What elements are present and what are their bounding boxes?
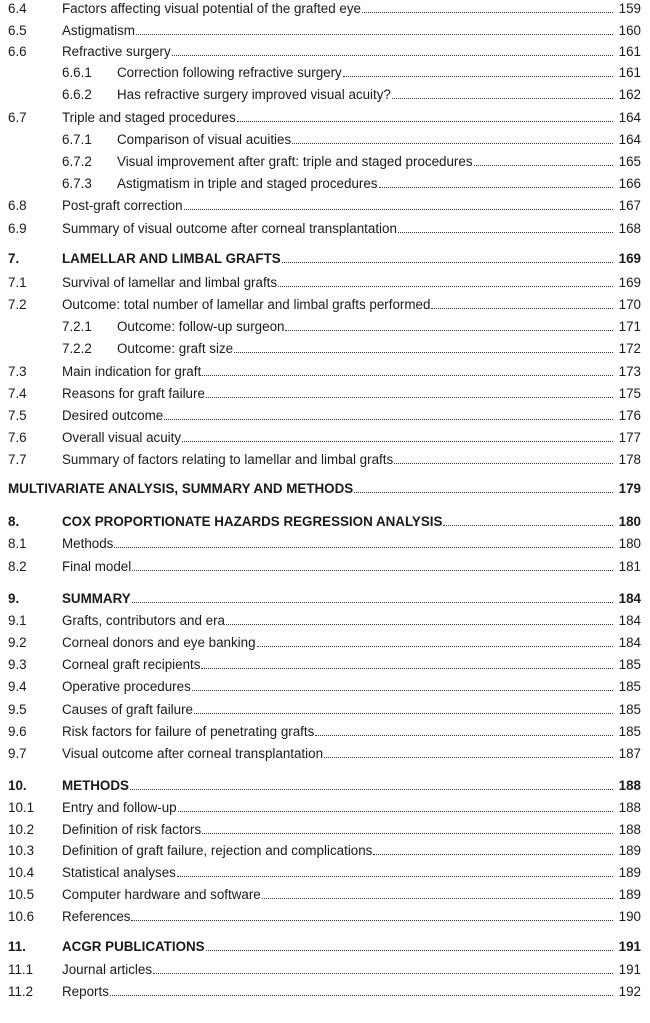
toc-entry-page-number: 180 — [618, 514, 641, 529]
toc-entry-number: 10.5 — [8, 887, 35, 902]
toc-entry-title: LAMELLAR AND LIMBAL GRAFTS — [62, 251, 281, 266]
toc-entry-number: 6.6.2 — [62, 87, 92, 102]
toc-entry-page-number: 181 — [618, 559, 641, 574]
toc-entry-title: Definition of graft failure, rejection and complications — [62, 843, 373, 858]
toc-entry-title-line — [62, 0, 614, 19]
toc-entry — [0, 907, 650, 927]
toc-entry — [0, 406, 650, 426]
toc-entry — [0, 63, 650, 83]
dot-leader — [110, 995, 613, 996]
dot-leader — [315, 735, 613, 736]
toc-entry-title-line — [117, 130, 614, 150]
toc-entry-title: Outcome: graft size — [117, 341, 234, 356]
toc-entry-page-number: 169 — [618, 275, 641, 290]
toc-entry-title-line — [62, 722, 614, 742]
toc-entry-number: 11.1 — [8, 962, 34, 977]
toc-entry — [0, 196, 650, 216]
toc-entry — [0, 677, 650, 697]
toc-entry-title-line — [62, 589, 614, 609]
toc-entry-page-number: 188 — [618, 800, 641, 815]
toc-entry-title: Outcome: total number of lamellar and limbal grafts performed — [62, 297, 431, 312]
toc-entry-title-line — [62, 384, 614, 404]
toc-entry-title: Refractive surgery — [62, 44, 171, 59]
toc-entry-page-number: 164 — [618, 132, 641, 147]
toc-entry-title-line — [62, 295, 614, 315]
toc-entry-page-number: 189 — [618, 865, 641, 880]
toc-entry-title-line — [117, 63, 614, 83]
toc-entry-title: Factors affecting visual potential of the grafted eye — [62, 1, 361, 16]
toc-entry-number: 7.1 — [8, 275, 27, 290]
dot-leader — [172, 55, 613, 56]
toc-entry-title: Reports — [62, 984, 109, 999]
toc-entry-number: 6.4 — [8, 1, 27, 16]
dot-leader — [354, 492, 613, 493]
toc-entry-number: 10.4 — [8, 865, 35, 880]
toc-entry-title: Desired outcome — [62, 408, 164, 423]
dot-leader — [398, 232, 613, 233]
toc-entry — [0, 174, 650, 194]
toc-entry-number: 6.7.2 — [62, 154, 92, 169]
toc-entry — [0, 982, 650, 1002]
toc-entry-page-number: 169 — [618, 251, 641, 266]
toc-entry-number: 8.2 — [8, 559, 27, 574]
dot-leader — [474, 165, 613, 166]
toc-entry-title-line — [62, 700, 614, 720]
dot-leader — [234, 352, 613, 353]
toc-entry-title: Comparison of visual acuities — [117, 132, 292, 147]
toc-entry-title: Astigmatism — [62, 23, 135, 38]
toc-entry-title-line — [62, 611, 614, 631]
toc-entry-title: Visual improvement after graft: triple and staged procedures — [117, 154, 473, 169]
toc-chapter-entry — [0, 589, 650, 609]
dot-leader — [237, 121, 613, 122]
dot-leader — [282, 262, 613, 263]
toc-entry-title-line — [62, 937, 614, 957]
dot-leader — [136, 34, 613, 35]
toc-entry-number: 9. — [8, 591, 20, 606]
toc-entry-page-number: 189 — [618, 887, 641, 902]
toc-entry — [0, 863, 650, 883]
toc-entry-page-number: 171 — [618, 319, 641, 334]
toc-entry-number: 7.2 — [8, 297, 27, 312]
toc-entry-page-number: 173 — [618, 364, 641, 379]
toc-entry-title-line — [62, 982, 614, 1002]
toc-entry-title: Final model — [62, 559, 132, 574]
toc-entry-number: 10.1 — [8, 800, 35, 815]
dot-leader — [443, 525, 613, 526]
toc-entry-title: Corneal donors and eye banking — [62, 635, 256, 650]
dot-leader — [184, 209, 613, 210]
toc-entry-page-number: 191 — [618, 962, 641, 977]
toc-entry-title: Has refractive surgery improved visual acuity? — [117, 87, 391, 102]
toc-entry-title: Astigmatism in triple and staged procedures — [117, 176, 378, 191]
toc-entry-title: Reasons for graft failure — [62, 386, 205, 401]
toc-entry-page-number: 159 — [618, 1, 641, 16]
dot-leader — [431, 308, 613, 309]
dot-leader — [182, 441, 613, 442]
toc-entry-page-number: 175 — [618, 386, 641, 401]
toc-entry — [0, 152, 650, 172]
toc-entry-number: 6.7.1 — [62, 132, 92, 147]
toc-entry-number: 9.6 — [8, 724, 27, 739]
toc-entry-title: Methods — [62, 536, 114, 551]
toc-chapter-entry — [0, 937, 650, 957]
toc-entry — [0, 42, 650, 62]
toc-entry — [0, 85, 650, 105]
toc-entry — [0, 362, 650, 382]
toc-entry — [0, 130, 650, 150]
toc-entry-number: 8.1 — [8, 536, 27, 551]
toc-entry-page-number: 179 — [618, 481, 641, 496]
toc-entry-number: 7.6 — [8, 430, 27, 445]
toc-entry — [0, 534, 650, 554]
toc-entry — [0, 885, 650, 905]
toc-entry-title-line — [62, 820, 614, 840]
toc-entry-title-line — [62, 633, 614, 653]
toc-entry-page-number: 165 — [618, 154, 641, 169]
toc-entry — [0, 317, 650, 337]
toc-entry — [0, 384, 650, 404]
toc-entry-number: 6.8 — [8, 198, 27, 213]
toc-entry-title: METHODS — [62, 778, 129, 793]
toc-entry-title-line — [62, 885, 614, 905]
toc-entry-number: 9.1 — [8, 613, 27, 628]
toc-entry-title-line — [117, 339, 614, 359]
toc-entry-number: 6.6.1 — [62, 65, 92, 80]
toc-entry-title: Post-graft correction — [62, 198, 183, 213]
toc-entry-title-line — [62, 428, 614, 448]
toc-entry-page-number: 164 — [618, 110, 641, 125]
toc-entry-page-number: 180 — [618, 536, 641, 551]
dot-leader — [226, 624, 613, 625]
toc-entry-number: 6.9 — [8, 221, 27, 236]
toc-entry — [0, 339, 650, 359]
toc-entry-title-line — [62, 362, 614, 382]
toc-entry — [0, 960, 650, 980]
toc-entry-title: Correction following refractive surgery — [117, 65, 342, 80]
toc-entry-title: Visual outcome after corneal transplantation — [62, 746, 324, 761]
toc-entry-title: Grafts, contributors and era — [62, 613, 225, 628]
toc-entry-page-number: 185 — [618, 657, 641, 672]
toc-entry-title-line — [62, 557, 614, 577]
dot-leader — [132, 570, 613, 571]
toc-entry-title-line — [62, 406, 614, 426]
toc-entry — [0, 633, 650, 653]
toc-entry-page-number: 190 — [618, 909, 641, 924]
toc-entry-number: 10.2 — [8, 822, 35, 837]
toc-entry — [0, 798, 650, 818]
toc-entry-page-number: 192 — [618, 984, 641, 999]
toc-entry-page-number: 184 — [618, 591, 641, 606]
toc-entry — [0, 841, 650, 861]
toc-entry-number: 6.6 — [8, 44, 27, 59]
toc-entry-page-number: 166 — [618, 176, 641, 191]
toc-entry-title: SUMMARY — [62, 591, 131, 606]
toc-entry-page-number: 172 — [618, 341, 641, 356]
toc-entry-title: ACGR PUBLICATIONS — [62, 939, 205, 954]
toc-entry-number: 10.3 — [8, 843, 35, 858]
toc-entry — [0, 820, 650, 840]
toc-entry-title: Main indication for graft — [62, 364, 202, 379]
toc-entry-title: Definition of risk factors — [62, 822, 202, 837]
toc-entry-title: Journal articles — [62, 962, 153, 977]
toc-entry-number: 9.4 — [8, 679, 27, 694]
toc-entry-title-line — [62, 907, 614, 927]
toc-entry-page-number: 184 — [618, 635, 641, 650]
toc-entry-number: 7. — [8, 251, 20, 266]
dot-leader — [262, 898, 613, 899]
toc-chapter-entry — [0, 249, 650, 269]
dot-leader — [285, 330, 613, 331]
toc-entry — [0, 295, 650, 315]
toc-entry-page-number: 161 — [618, 65, 641, 80]
toc-entry-title: Triple and staged procedures — [62, 110, 236, 125]
toc-entry-number: 10.6 — [8, 909, 35, 924]
toc-entry-title: Survival of lamellar and limbal grafts — [62, 275, 278, 290]
toc-entry — [0, 108, 650, 128]
toc-entry-title-line — [62, 249, 614, 269]
dot-leader — [178, 811, 613, 812]
toc-chapter-entry — [0, 512, 650, 532]
toc-entry-title: Corneal graft recipients — [62, 657, 201, 672]
toc-entry — [0, 450, 650, 470]
toc-entry-number: 9.7 — [8, 746, 27, 761]
dot-leader — [343, 76, 613, 77]
toc-entry-page-number: 178 — [618, 452, 641, 467]
toc-entry-number: 7.5 — [8, 408, 27, 423]
toc-entry-page-number: 161 — [618, 44, 641, 59]
toc-entry-title: References — [62, 909, 131, 924]
dot-leader — [202, 375, 613, 376]
toc-entry-title: Summary of factors relating to lamellar and limbal grafts — [62, 452, 394, 467]
toc-entry-number: 11.2 — [8, 984, 34, 999]
dot-leader — [379, 187, 613, 188]
toc-entry-page-number: 167 — [618, 198, 641, 213]
toc-entry-page-number: 177 — [618, 430, 641, 445]
toc-chapter-entry — [0, 776, 650, 796]
toc-entry-page-number: 170 — [618, 297, 641, 312]
toc-entry-page-number: 176 — [618, 408, 641, 423]
toc-entry-number: 6.7 — [8, 110, 27, 125]
toc-entry-title-line — [8, 479, 614, 499]
toc-entry-title: Overall visual acuity — [62, 430, 182, 445]
dot-leader — [257, 646, 613, 647]
toc-entry-title-line — [62, 219, 614, 239]
toc-entry-page-number: 185 — [618, 724, 641, 739]
toc-entry-title-line — [62, 655, 614, 675]
toc-entry-number: 9.2 — [8, 635, 27, 650]
toc-entry-number: 6.7.3 — [62, 176, 92, 191]
toc-entry-number: 7.2.2 — [62, 341, 92, 356]
dot-leader — [278, 286, 613, 287]
dot-leader — [292, 143, 613, 144]
toc-entry-title: COX PROPORTIONATE HAZARDS REGRESSION ANALYSIS — [62, 514, 443, 529]
toc-entry-page-number: 162 — [618, 87, 641, 102]
toc-entry-title: Outcome: follow-up surgeon — [117, 319, 285, 334]
toc-entry-title-line — [62, 841, 614, 861]
toc-entry-page-number: 185 — [618, 679, 641, 694]
toc-entry — [0, 21, 650, 41]
toc-entry-title-line — [62, 108, 614, 128]
toc-entry-title-line — [117, 174, 614, 194]
toc-entry-title-line — [62, 196, 614, 216]
dot-leader — [206, 950, 613, 951]
toc-entry-page-number: 187 — [618, 746, 641, 761]
toc-entry-number: 8. — [8, 514, 20, 529]
toc-entry-title-line — [62, 744, 614, 764]
toc-entry-title-line — [62, 512, 614, 532]
dot-leader — [194, 713, 613, 714]
toc-entry-number: 7.7 — [8, 452, 27, 467]
toc-entry-title-line — [117, 85, 614, 105]
toc-entry-page-number: 191 — [618, 939, 641, 954]
toc-chapter-entry — [0, 479, 650, 499]
dot-leader — [153, 973, 613, 974]
toc-entry-title-line — [62, 863, 614, 883]
toc-entry-title: Summary of visual outcome after corneal transplantation — [62, 221, 397, 236]
toc-entry-title: Statistical analyses — [62, 865, 176, 880]
toc-entry-title-line — [62, 21, 614, 41]
toc-entry — [0, 428, 650, 448]
toc-entry-number: 9.3 — [8, 657, 27, 672]
toc-entry-title: Risk factors for failure of penetrating grafts — [62, 724, 315, 739]
dot-leader — [392, 98, 613, 99]
toc-entry — [0, 273, 650, 293]
toc-entry-page-number: 185 — [618, 702, 641, 717]
toc-entry-title: Entry and follow-up — [62, 800, 177, 815]
toc-entry — [0, 655, 650, 675]
toc-entry-title-line — [62, 677, 614, 697]
toc-entry-title: Causes of graft failure — [62, 702, 193, 717]
toc-entry-page-number: 188 — [618, 778, 641, 793]
toc-entry-number: 7.4 — [8, 386, 27, 401]
dot-leader — [177, 876, 613, 877]
toc-entry-title: MULTIVARIATE ANALYSIS, SUMMARY AND METHODS — [8, 481, 354, 496]
dot-leader — [131, 920, 613, 921]
toc-entry-title-line — [62, 798, 614, 818]
toc-entry-title-line — [62, 273, 614, 293]
toc-entry — [0, 700, 650, 720]
dot-leader — [130, 789, 613, 790]
toc-entry-page-number: 188 — [618, 822, 641, 837]
toc-entry-number: 11. — [8, 939, 26, 954]
toc-entry-title-line — [62, 42, 614, 62]
toc-entry-page-number: 184 — [618, 613, 641, 628]
toc-entry-page-number: 189 — [618, 843, 641, 858]
toc-entry-page-number: 168 — [618, 221, 641, 236]
toc-entry — [0, 0, 650, 19]
dot-leader — [206, 397, 613, 398]
dot-leader — [362, 12, 613, 13]
toc-entry — [0, 722, 650, 742]
toc-entry-title-line — [62, 960, 614, 980]
dot-leader — [192, 690, 613, 691]
toc-entry-number: 10. — [8, 778, 27, 793]
toc-entry-page-number: 160 — [618, 23, 641, 38]
toc-entry-title: Operative procedures — [62, 679, 191, 694]
dot-leader — [132, 602, 613, 603]
toc-entry-title-line — [62, 450, 614, 470]
dot-leader — [114, 547, 613, 548]
toc-entry — [0, 744, 650, 764]
toc-entry-title: Computer hardware and software — [62, 887, 261, 902]
toc-entry-number: 6.5 — [8, 23, 27, 38]
toc-entry-number: 7.3 — [8, 364, 27, 379]
toc-entry — [0, 219, 650, 239]
dot-leader — [201, 668, 613, 669]
toc-entry-number: 7.2.1 — [62, 319, 92, 334]
dot-leader — [164, 419, 613, 420]
dot-leader — [202, 833, 613, 834]
toc-entry-title-line — [62, 776, 614, 796]
dot-leader — [373, 854, 613, 855]
toc-entry-title-line — [62, 534, 614, 554]
dot-leader — [324, 757, 613, 758]
toc-entry — [0, 557, 650, 577]
toc-entry-title-line — [117, 152, 614, 172]
toc-entry-title-line — [117, 317, 614, 337]
toc-entry — [0, 611, 650, 631]
dot-leader — [394, 463, 613, 464]
toc-entry-number: 9.5 — [8, 702, 27, 717]
